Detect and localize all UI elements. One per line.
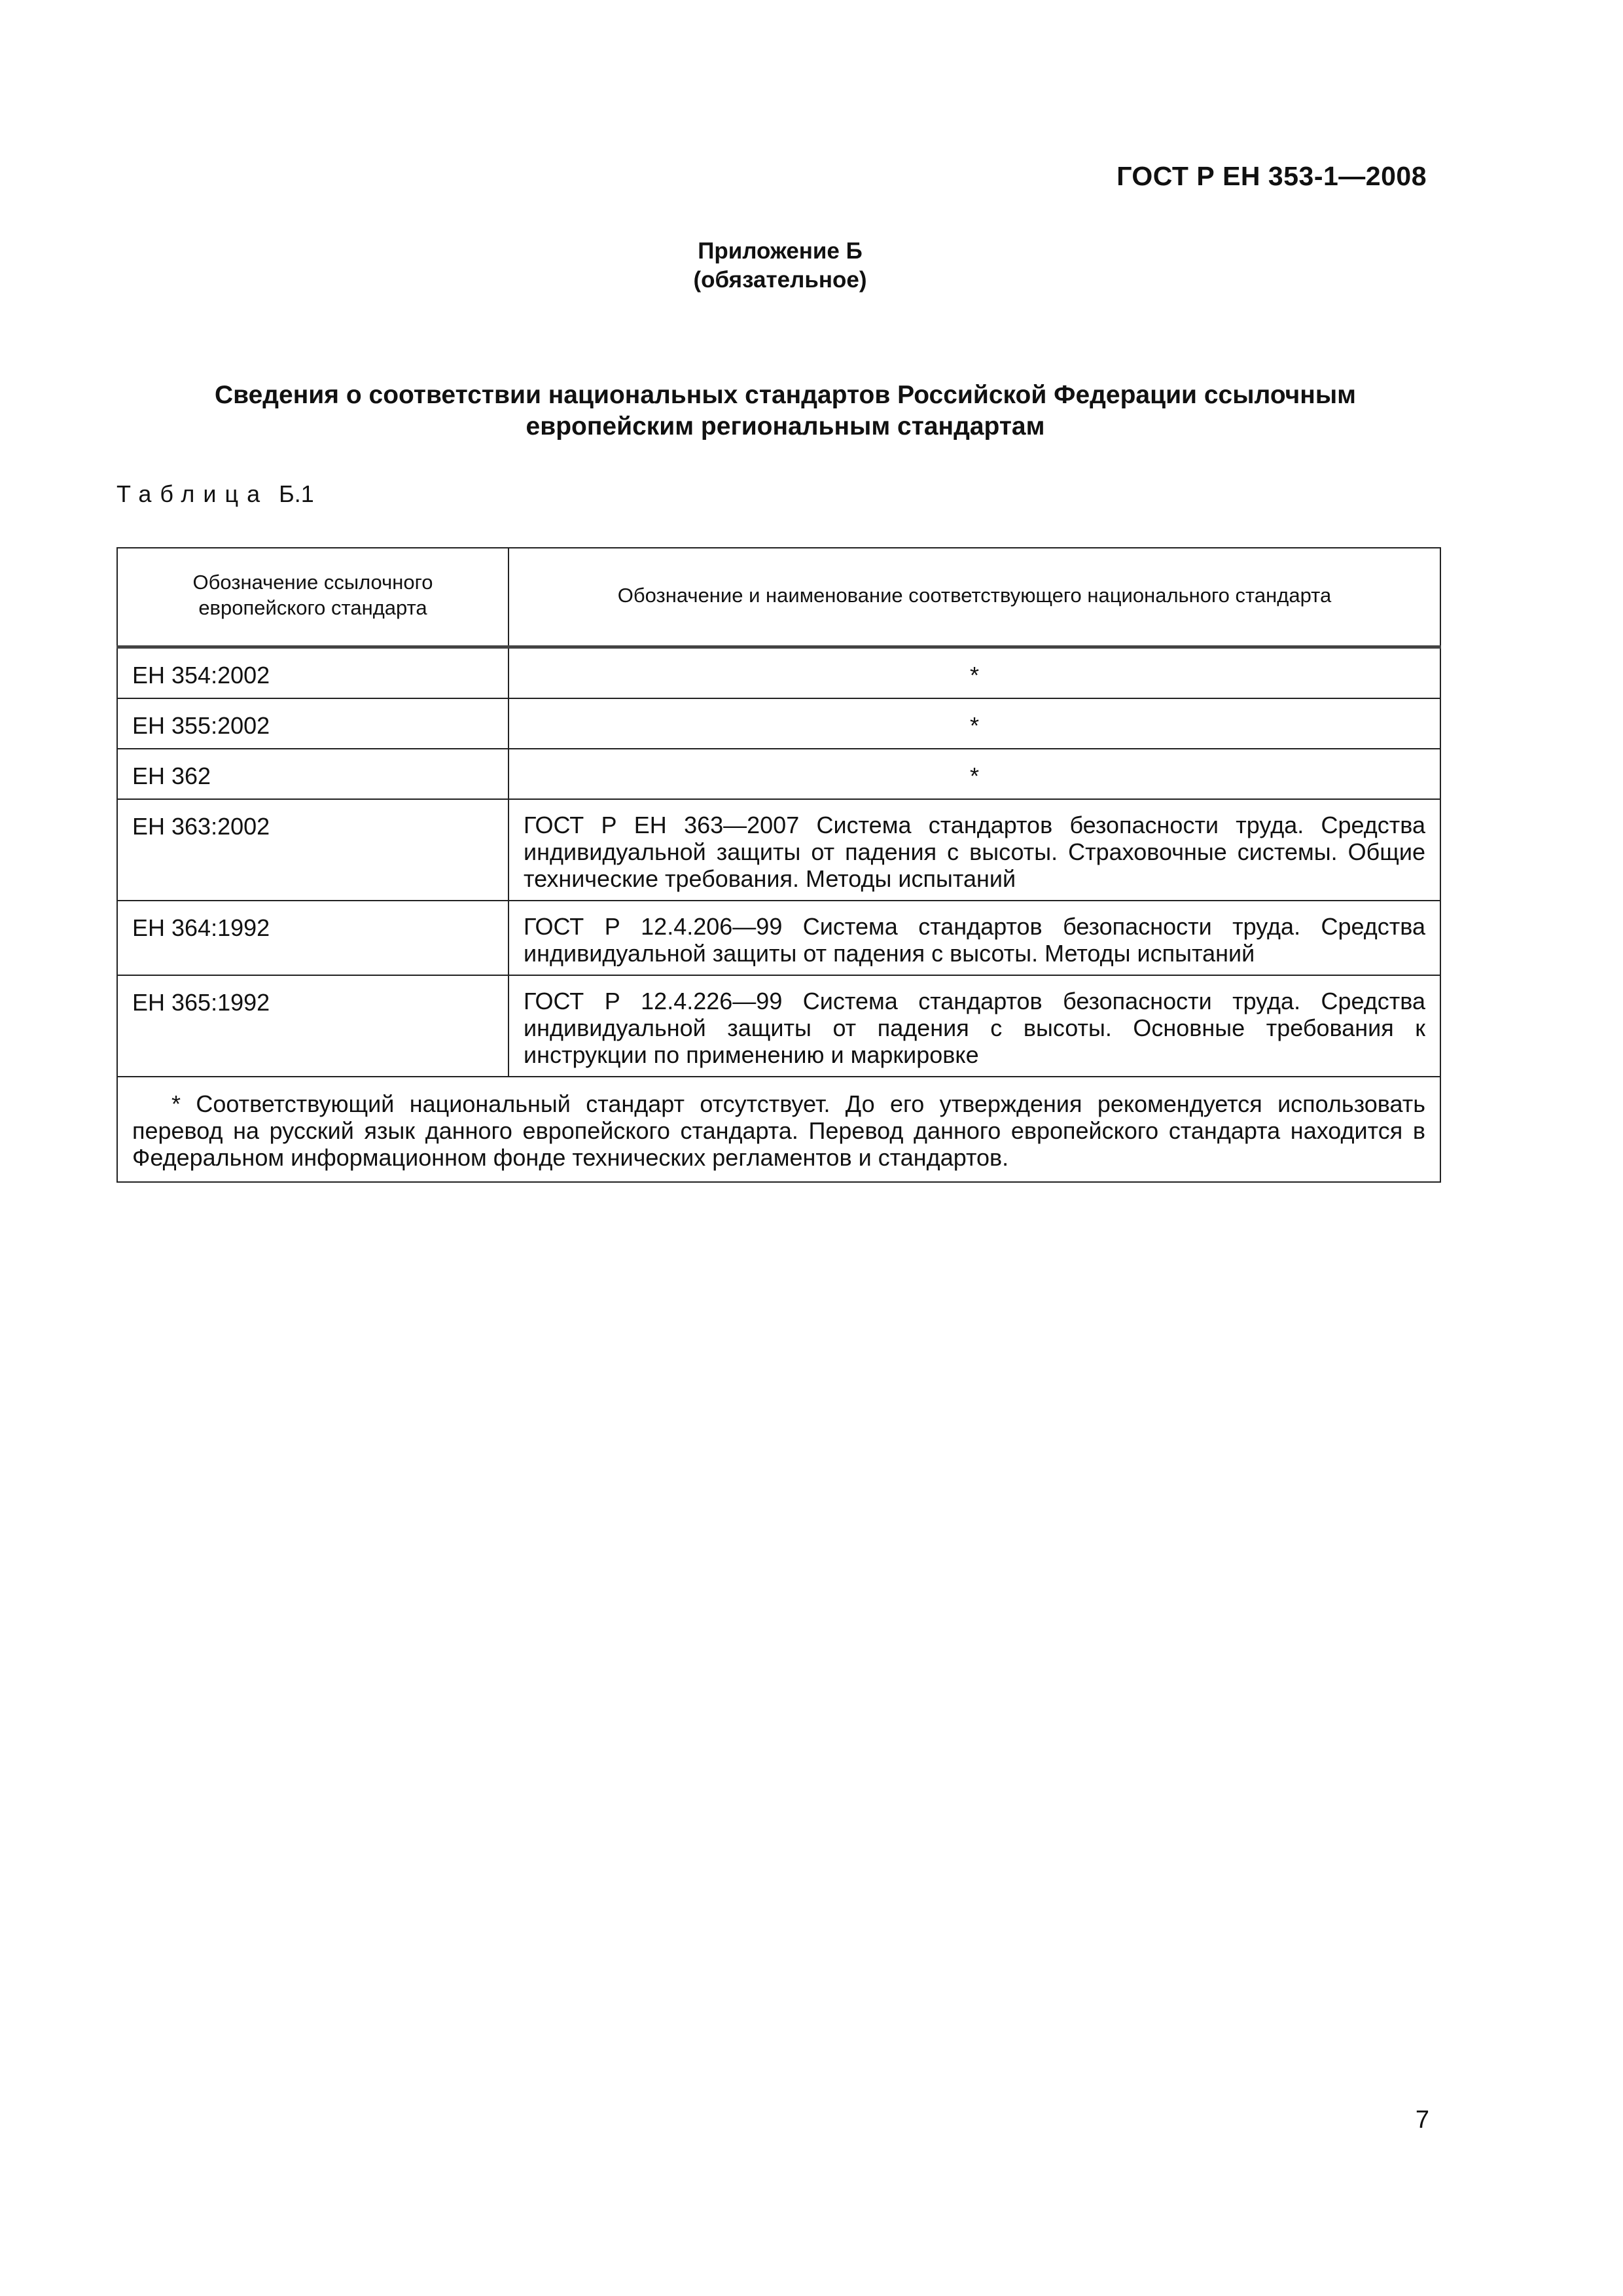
table-row <box>117 975 1440 1077</box>
footnote-text: * Соответствующий национальный стандарт отсутствует. До его утверждения рекомендуется использовать перевод на русский язык данного европейского стандарта. Перевод данного европейского стандарта находится в Федеральном информационном фонде технических регламентов и стандартов. <box>132 1090 1425 1171</box>
cell-national-standard: * <box>508 749 1440 799</box>
table-footnote <box>117 1077 1440 1182</box>
cell-national-standard: * <box>508 698 1440 749</box>
cell-european-standard: ЕН 362 <box>117 749 508 799</box>
cell-national-standard: ГОСТ Р ЕН 363—2007 Система стандартов безопасности труда. Средства индивидуальной защиты от падения с высоты. Страховочные системы. Общие технические требования. Методы испытаний <box>508 799 1440 901</box>
table-footnote-row <box>117 1077 1440 1182</box>
cell-european-standard: ЕН 354:2002 <box>117 647 508 699</box>
table-caption <box>116 480 314 508</box>
table-caption-number: Б.1 <box>279 480 314 507</box>
document-code: ГОСТ Р ЕН 353-1—2008 <box>1116 161 1427 191</box>
appendix-heading <box>0 237 1560 295</box>
cell-european-standard: ЕН 363:2002 <box>117 799 508 901</box>
appendix-status: (обязательное) <box>693 267 867 293</box>
header-national-standard: Обозначение и наименование соответствующего национального стандарта <box>508 548 1440 647</box>
cell-european-standard: ЕН 365:1992 <box>117 975 508 1077</box>
header-european-standard: Обозначение ссылочного европейского стандарта <box>117 548 508 647</box>
table-row <box>117 799 1440 901</box>
section-title: Сведения о соответствии национальных стандартов Российской Федерации ссылочным европейским региональным стандартам <box>214 381 1357 440</box>
page-number: 7 <box>1415 2106 1429 2134</box>
table-caption-word: Таблица <box>116 480 269 507</box>
table-header-row <box>117 548 1440 647</box>
table-row <box>117 749 1440 799</box>
cell-national-standard: * <box>508 647 1440 699</box>
correspondence-table <box>116 547 1441 1183</box>
table-row <box>117 901 1440 975</box>
appendix-title: Приложение Б <box>698 238 863 264</box>
cell-european-standard: ЕН 364:1992 <box>117 901 508 975</box>
cell-european-standard: ЕН 355:2002 <box>117 698 508 749</box>
cell-national-standard: ГОСТ Р 12.4.206—99 Система стандартов безопасности труда. Средства индивидуальной защиты от падения с высоты. Методы испытаний <box>508 901 1440 975</box>
correspondence-table-container <box>116 547 1441 1183</box>
table-row <box>117 647 1440 699</box>
table-row <box>117 698 1440 749</box>
cell-national-standard: ГОСТ Р 12.4.226—99 Система стандартов безопасности труда. Средства индивидуальной защиты от падения с высоты. Основные требования к инструкции по применению и маркировке <box>508 975 1440 1077</box>
